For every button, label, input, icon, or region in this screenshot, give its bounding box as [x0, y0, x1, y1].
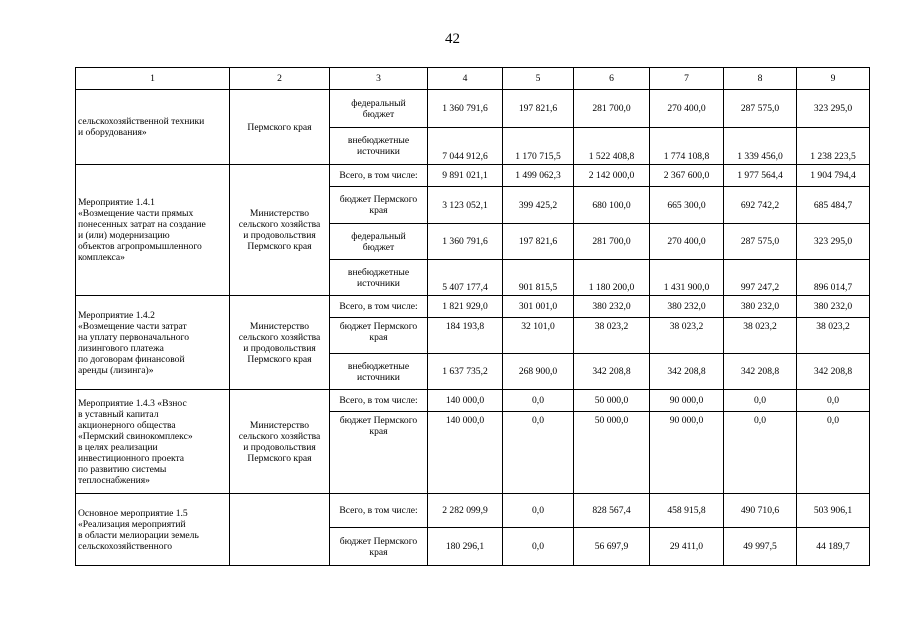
funding-source: Всего, в том числе: [330, 165, 428, 187]
value-cell: 828 567,4 [574, 494, 650, 528]
value-cell: 0,0 [797, 390, 870, 412]
value-cell: 50 000,0 [574, 412, 650, 494]
value-cell: 197 821,6 [503, 90, 574, 128]
value-cell: 399 425,2 [503, 187, 574, 224]
value-cell: 503 906,1 [797, 494, 870, 528]
executor-cell: Министерство сельского хозяйства и продовольствия Пермского края [230, 296, 330, 390]
funding-source: Всего, в том числе: [330, 494, 428, 528]
value-cell: 50 000,0 [574, 390, 650, 412]
value-cell: 342 208,8 [797, 354, 870, 390]
table-row [76, 494, 870, 528]
measure-cell: Мероприятие 1.4.1 «Возмещение части прямых понесенных затрат на создание и (или) модернизацию объектов агропромышленного комплекса» [76, 165, 230, 296]
value-cell: 1 360 791,6 [428, 224, 503, 260]
value-cell: 281 700,0 [574, 224, 650, 260]
value-cell: 38 023,2 [724, 318, 797, 354]
value-cell: 1 774 108,8 [650, 128, 724, 165]
value-cell: 896 014,7 [797, 260, 870, 296]
funding-source: внебюджетные источники [330, 260, 428, 296]
value-cell: 281 700,0 [574, 90, 650, 128]
value-cell: 997 247,2 [724, 260, 797, 296]
value-cell: 1 821 929,0 [428, 296, 503, 318]
value-cell: 1 180 200,0 [574, 260, 650, 296]
column-number: 6 [574, 68, 650, 90]
value-cell: 140 000,0 [428, 390, 503, 412]
value-cell: 0,0 [724, 412, 797, 494]
table-row [76, 390, 870, 412]
executor-cell: Пермского края [230, 90, 330, 165]
table-row [76, 165, 870, 187]
measure-cell: Мероприятие 1.4.3 «Взнос в уставный капитал акционерного общества «Пермский свинокомплекс» в целях реализации инвестиционного проекта по развитию системы теплоснабжения» [76, 390, 230, 494]
table-row [76, 296, 870, 318]
value-cell: 270 400,0 [650, 224, 724, 260]
value-cell: 1 904 794,4 [797, 165, 870, 187]
value-cell: 7 044 912,6 [428, 128, 503, 165]
value-cell: 380 232,0 [724, 296, 797, 318]
value-cell: 342 208,8 [574, 354, 650, 390]
value-cell: 56 697,9 [574, 528, 650, 566]
budget-table [75, 67, 870, 566]
column-number: 1 [76, 68, 230, 90]
funding-source: внебюджетные источники [330, 354, 428, 390]
value-cell: 0,0 [503, 412, 574, 494]
executor-cell [230, 494, 330, 566]
value-cell: 301 001,0 [503, 296, 574, 318]
value-cell: 1 170 715,5 [503, 128, 574, 165]
value-cell: 1 238 223,5 [797, 128, 870, 165]
executor-cell: Министерство сельского хозяйства и продовольствия Пермского края [230, 390, 330, 494]
value-cell: 901 815,5 [503, 260, 574, 296]
value-cell: 38 023,2 [797, 318, 870, 354]
column-number: 2 [230, 68, 330, 90]
value-cell: 9 891 021,1 [428, 165, 503, 187]
value-cell: 685 484,7 [797, 187, 870, 224]
value-cell: 287 575,0 [724, 90, 797, 128]
value-cell: 380 232,0 [574, 296, 650, 318]
funding-source: федеральный бюджет [330, 224, 428, 260]
funding-source: федеральный бюджет [330, 90, 428, 128]
value-cell: 2 282 099,9 [428, 494, 503, 528]
funding-source: Всего, в том числе: [330, 296, 428, 318]
funding-source: бюджет Пермского края [330, 528, 428, 566]
value-cell: 1 499 062,3 [503, 165, 574, 187]
value-cell: 5 407 177,4 [428, 260, 503, 296]
value-cell: 184 193,8 [428, 318, 503, 354]
value-cell: 380 232,0 [797, 296, 870, 318]
value-cell: 32 101,0 [503, 318, 574, 354]
funding-source: внебюджетные источники [330, 128, 428, 165]
value-cell: 287 575,0 [724, 224, 797, 260]
value-cell: 38 023,2 [650, 318, 724, 354]
value-cell: 270 400,0 [650, 90, 724, 128]
value-cell: 1 339 456,0 [724, 128, 797, 165]
value-cell: 380 232,0 [650, 296, 724, 318]
value-cell: 1 522 408,8 [574, 128, 650, 165]
value-cell: 2 142 000,0 [574, 165, 650, 187]
funding-source: Всего, в том числе: [330, 390, 428, 412]
measure-cell: сельскохозяйственной техники и оборудования» [76, 90, 230, 165]
value-cell: 458 915,8 [650, 494, 724, 528]
column-number: 9 [797, 68, 870, 90]
funding-source: бюджет Пермского края [330, 412, 428, 494]
column-number: 3 [330, 68, 428, 90]
value-cell: 2 367 600,0 [650, 165, 724, 187]
value-cell: 490 710,6 [724, 494, 797, 528]
column-number-row [76, 68, 870, 90]
value-cell: 0,0 [503, 494, 574, 528]
page-number: 42 [445, 31, 460, 47]
value-cell: 44 189,7 [797, 528, 870, 566]
value-cell: 680 100,0 [574, 187, 650, 224]
value-cell: 1 360 791,6 [428, 90, 503, 128]
value-cell: 1 637 735,2 [428, 354, 503, 390]
value-cell: 0,0 [724, 390, 797, 412]
value-cell: 140 000,0 [428, 412, 503, 494]
value-cell: 49 997,5 [724, 528, 797, 566]
funding-source: бюджет Пермского края [330, 318, 428, 354]
value-cell: 3 123 052,1 [428, 187, 503, 224]
column-number: 8 [724, 68, 797, 90]
value-cell: 268 900,0 [503, 354, 574, 390]
column-number: 7 [650, 68, 724, 90]
value-cell: 90 000,0 [650, 390, 724, 412]
value-cell: 323 295,0 [797, 90, 870, 128]
value-cell: 665 300,0 [650, 187, 724, 224]
measure-cell: Основное мероприятие 1.5 «Реализация мероприятий в области мелиорации земель сельскохозяйственного [76, 494, 230, 566]
funding-source: бюджет Пермского края [330, 187, 428, 224]
value-cell: 342 208,8 [724, 354, 797, 390]
table-row [76, 90, 870, 128]
executor-cell: Министерство сельского хозяйства и продовольствия Пермского края [230, 165, 330, 296]
column-number: 4 [428, 68, 503, 90]
value-cell: 323 295,0 [797, 224, 870, 260]
value-cell: 0,0 [503, 528, 574, 566]
value-cell: 0,0 [503, 390, 574, 412]
value-cell: 342 208,8 [650, 354, 724, 390]
value-cell: 29 411,0 [650, 528, 724, 566]
value-cell: 90 000,0 [650, 412, 724, 494]
measure-cell: Мероприятие 1.4.2 «Возмещение части затрат на уплату первоначального лизингового платежа по договорам финансовой аренды (лизинга)» [76, 296, 230, 390]
column-number: 5 [503, 68, 574, 90]
value-cell: 197 821,6 [503, 224, 574, 260]
value-cell: 0,0 [797, 412, 870, 494]
value-cell: 1 431 900,0 [650, 260, 724, 296]
value-cell: 692 742,2 [724, 187, 797, 224]
value-cell: 180 296,1 [428, 528, 503, 566]
value-cell: 38 023,2 [574, 318, 650, 354]
value-cell: 1 977 564,4 [724, 165, 797, 187]
